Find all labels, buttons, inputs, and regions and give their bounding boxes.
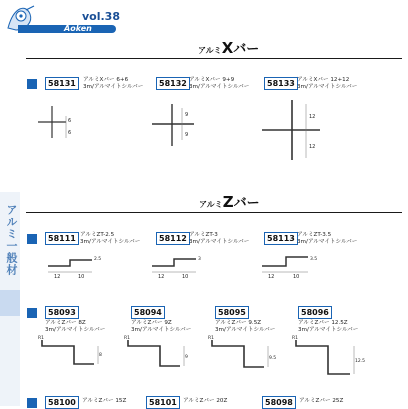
dim-label: 10 xyxy=(78,274,85,280)
side-tab-label: アルミ一般材 xyxy=(5,204,18,276)
product-name: アルミZバー 15Z xyxy=(82,398,127,404)
dim-label: 12 xyxy=(309,114,316,120)
product-code: 58111 xyxy=(45,232,79,245)
product-name: アルミZバー 25Z xyxy=(299,398,344,404)
section-title-suffix: バー xyxy=(233,196,260,211)
section-title-prefix: アルミ xyxy=(199,200,223,209)
product-code: 58112 xyxy=(156,232,190,245)
dim-label: R1 xyxy=(208,336,214,341)
section-divider-z xyxy=(26,212,402,213)
z-bar-diagram-58093 xyxy=(38,334,104,374)
section-title-letter: X xyxy=(221,39,234,57)
product-name: アルミZバー 12.5Z 3m/アルマイトシルバー xyxy=(298,320,359,333)
dim-label: R1 xyxy=(292,336,298,341)
x-bar-diagram-58133 xyxy=(262,96,332,166)
product-code: 58095 xyxy=(215,306,249,319)
brand-name: Aoken xyxy=(64,24,92,33)
dim-label: 12 xyxy=(268,274,275,280)
product-code: 58094 xyxy=(131,306,165,319)
dim-label: R1 xyxy=(124,336,130,341)
product-code: 58131 xyxy=(45,77,79,90)
product-marker xyxy=(27,398,37,408)
product-code: 58101 xyxy=(146,396,180,409)
z-bar-diagram-58096 xyxy=(292,334,366,382)
section-divider-x xyxy=(26,58,402,59)
dim-label: 3.5 xyxy=(310,257,318,262)
product-name: アルミZバー 9Z 3m/アルマイトシルバー xyxy=(131,320,192,333)
product-name: アルミXバー 6+6 3m/アルマイトシルバー xyxy=(83,77,144,90)
product-code: 58096 xyxy=(298,306,332,319)
dim-label: 9 xyxy=(185,355,188,360)
dim-label: 2.5 xyxy=(94,257,102,262)
zt-diagram-58112 xyxy=(150,250,210,280)
zt-diagram-58111 xyxy=(46,250,106,280)
dim-label: 8 xyxy=(99,353,102,358)
side-tab-accent xyxy=(0,290,20,316)
dim-label: 6 xyxy=(68,130,72,136)
product-marker xyxy=(27,234,37,244)
product-code: 58133 xyxy=(264,77,298,90)
product-marker xyxy=(27,308,37,318)
product-code: 58093 xyxy=(45,306,79,319)
section-title-suffix: バー xyxy=(233,42,260,57)
product-name: アルミZバー 8Z 3m/アルマイトシルバー xyxy=(45,320,106,333)
product-code: 58113 xyxy=(264,232,298,245)
x-bar-diagram-58131 xyxy=(38,102,98,142)
dim-label: 9.5 xyxy=(269,356,277,361)
dim-label: 3 xyxy=(198,257,201,262)
product-code: 58132 xyxy=(156,77,190,90)
dim-label: 12.5 xyxy=(355,359,366,364)
dim-label: 9 xyxy=(185,112,189,118)
dim-label: 12 xyxy=(158,274,165,280)
dim-label: 6 xyxy=(68,118,72,124)
dim-label: 12 xyxy=(54,274,61,280)
dim-label: 9 xyxy=(185,132,189,138)
product-name: アルミZT-2.5 3m/アルマイトシルバー xyxy=(80,232,141,245)
z-bar-diagram-58095 xyxy=(208,334,277,378)
dim-label: R1 xyxy=(38,336,44,341)
product-name: アルミXバー 9+9 3m/アルマイトシルバー xyxy=(189,77,250,90)
section-title-letter: Z xyxy=(222,193,234,211)
product-name: アルミXバー 12+12 3m/アルマイトシルバー xyxy=(297,77,358,90)
product-name: アルミZバー 20Z xyxy=(183,398,228,404)
dim-label: 12 xyxy=(309,144,316,150)
dim-label: 10 xyxy=(182,274,189,280)
volume-label: vol.38 xyxy=(82,10,120,23)
product-name: アルミZT-3 3m/アルマイトシルバー xyxy=(189,232,250,245)
section-title-x-bar xyxy=(198,38,259,57)
section-title-z-bar xyxy=(199,192,260,211)
product-name: アルミZバー 9.5Z 3m/アルマイトシルバー xyxy=(215,320,276,333)
product-code: 58100 xyxy=(45,396,79,409)
zt-diagram-58113 xyxy=(260,248,322,280)
product-marker xyxy=(27,79,37,89)
x-bar-diagram-58132 xyxy=(150,100,210,150)
product-name: アルミZT-3.5 3m/アルマイトシルバー xyxy=(297,232,358,245)
section-title-prefix: アルミ xyxy=(198,46,222,55)
z-bar-diagram-58094 xyxy=(124,334,190,376)
product-code: 58098 xyxy=(262,396,296,409)
dim-label: 10 xyxy=(293,274,300,280)
